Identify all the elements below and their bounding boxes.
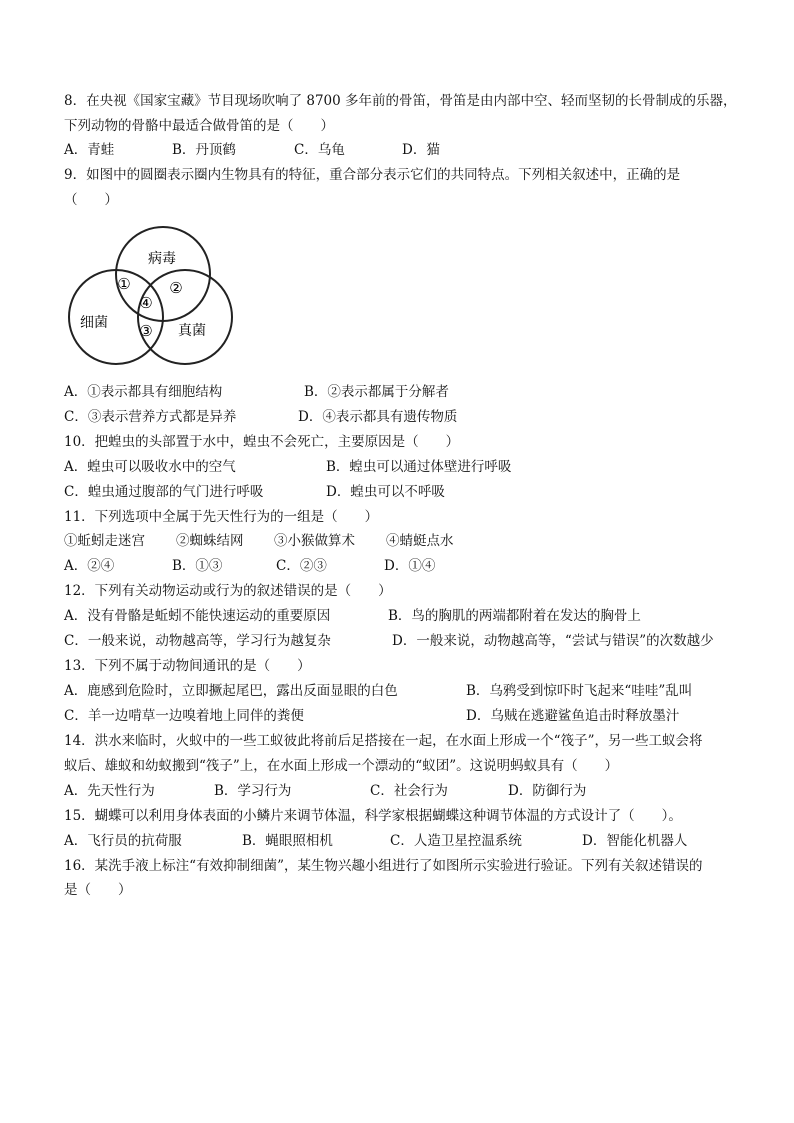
q10-option-a: A．蝗虫可以吸收水中的空气	[64, 459, 236, 475]
q10-option-b: B．蝗虫可以通过体壁进行呼吸	[326, 459, 512, 475]
q11-item-2: ②蜘蛛结网	[176, 533, 244, 549]
venn-mark-1: ①	[117, 275, 131, 293]
q8-option-b: B．丹顶鹤	[172, 142, 236, 158]
q13-option-c: C．羊一边啃草一边嗅着地上同伴的粪便	[64, 708, 304, 724]
q13-option-d: D．乌贼在逃避鲨鱼追击时释放墨汁	[466, 708, 680, 724]
q16-stem-line1: 16．某洗手液上标注“有效抑制细菌”，某生物兴趣小组进行了如图所示实验进行验证。下列有关叙述错误的	[64, 858, 703, 874]
q8-option-a: A．青蛙	[64, 142, 115, 158]
q11-option-d: D．①④	[384, 558, 436, 574]
q10-option-c: C．蝗虫通过腹部的气门进行呼吸	[64, 484, 264, 500]
q11-stem: 11．下列选项中全属于先天性行为的一组是（ ）	[64, 509, 379, 525]
q9-stem-line1: 9．如图中的圆圈表示圈内生物具有的特征，重合部分表示它们的共同特点。下列相关叙述中，正确的是	[64, 167, 681, 183]
venn-diagram	[64, 222, 244, 370]
q12-option-a: A．没有骨骼是蚯蚓不能快速运动的重要原因	[64, 608, 331, 624]
q12-stem: 12．下列有关动物运动或行为的叙述错误的是（ ）	[64, 583, 392, 599]
q14-stem-line1: 14．洪水来临时，火蚁中的一些工蚁彼此将前后足搭接在一起，在水面上形成一个“筏子”，另一些工蚁会将	[64, 733, 703, 749]
q9-stem-line2: （ ）	[64, 192, 118, 208]
q13-stem: 13．下列不属于动物间通讯的是（ ）	[64, 658, 311, 674]
q11-option-c: C．②③	[276, 558, 327, 574]
venn-mark-2: ②	[169, 279, 183, 297]
venn-mark-3: ③	[139, 322, 153, 340]
venn-label-virus: 病毒	[148, 251, 176, 267]
q13-option-a: A．鹿感到危险时，立即撅起尾巴，露出反面显眼的白色	[64, 683, 398, 699]
venn-circle-virus	[116, 227, 210, 321]
q10-option-d: D．蝗虫可以不呼吸	[326, 484, 445, 500]
q14-option-c: C．社会行为	[370, 783, 448, 799]
q8-option-c: C．乌龟	[294, 142, 345, 158]
q13-option-b: B．乌鸦受到惊吓时飞起来“哇哇”乱叫	[466, 683, 693, 699]
q8-option-d: D．猫	[402, 142, 440, 158]
q12-option-c: C．一般来说，动物越高等，学习行为越复杂	[64, 633, 331, 649]
q9-option-d: D．④表示都具有遗传物质	[298, 409, 458, 425]
q8-stem-line2: 下列动物的骨骼中最适合做骨笛的是（ ）	[64, 118, 334, 134]
venn-circle-fungi	[138, 270, 232, 364]
q9-option-b: B．②表示都属于分解者	[304, 384, 449, 400]
q9-option-a: A．①表示都具有细胞结构	[64, 384, 223, 400]
q12-option-d: D．一般来说，动物越高等，“尝试与错误”的次数越少	[392, 633, 714, 649]
q16-stem-line2: 是（ ）	[64, 882, 132, 898]
venn-label-fungi: 真菌	[178, 323, 206, 339]
q9-option-c: C．③表示营养方式都是异养	[64, 409, 237, 425]
q15-option-a: A．飞行员的抗荷服	[64, 833, 182, 849]
venn-mark-4: ④	[139, 294, 153, 312]
q11-option-a: A．②④	[64, 558, 115, 574]
q15-option-c: C．人造卫星控温系统	[390, 833, 522, 849]
q12-option-b: B．鸟的胸肌的两端都附着在发达的胸骨上	[388, 608, 641, 624]
q15-stem: 15．蝴蝶可以利用身体表面的小鳞片来调节体温，科学家根据蝴蝶这种调节体温的方式设计了（ ）。	[64, 808, 682, 824]
q14-option-d: D．防御行为	[508, 783, 587, 799]
q14-stem-line2: 蚁后、雄蚁和幼蚁搬到“筏子”上，在水面上形成一个漂动的“蚁团”。这说明蚂蚁具有（ ）	[64, 758, 619, 774]
q14-option-a: A．先天性行为	[64, 783, 155, 799]
q11-item-3: ③小猴做算术	[274, 533, 355, 549]
q10-stem: 10．把蝗虫的头部置于水中，蝗虫不会死亡，主要原因是（ ）	[64, 434, 460, 450]
q15-option-b: B．蝇眼照相机	[242, 833, 333, 849]
q11-item-4: ④蜻蜓点水	[386, 533, 454, 549]
q8-stem-line1: 8．在央视《国家宝藏》节目现场吹响了 8700 多年前的骨笛，骨笛是由内部中空、轻而坚韧的长骨制成的乐器，	[64, 93, 737, 109]
venn-label-bacteria: 细菌	[80, 315, 108, 331]
q11-option-b: B．①③	[172, 558, 223, 574]
q14-option-b: B．学习行为	[214, 783, 292, 799]
q11-item-1: ①蚯蚓走迷宫	[64, 533, 145, 549]
q15-option-d: D．智能化机器人	[582, 833, 688, 849]
